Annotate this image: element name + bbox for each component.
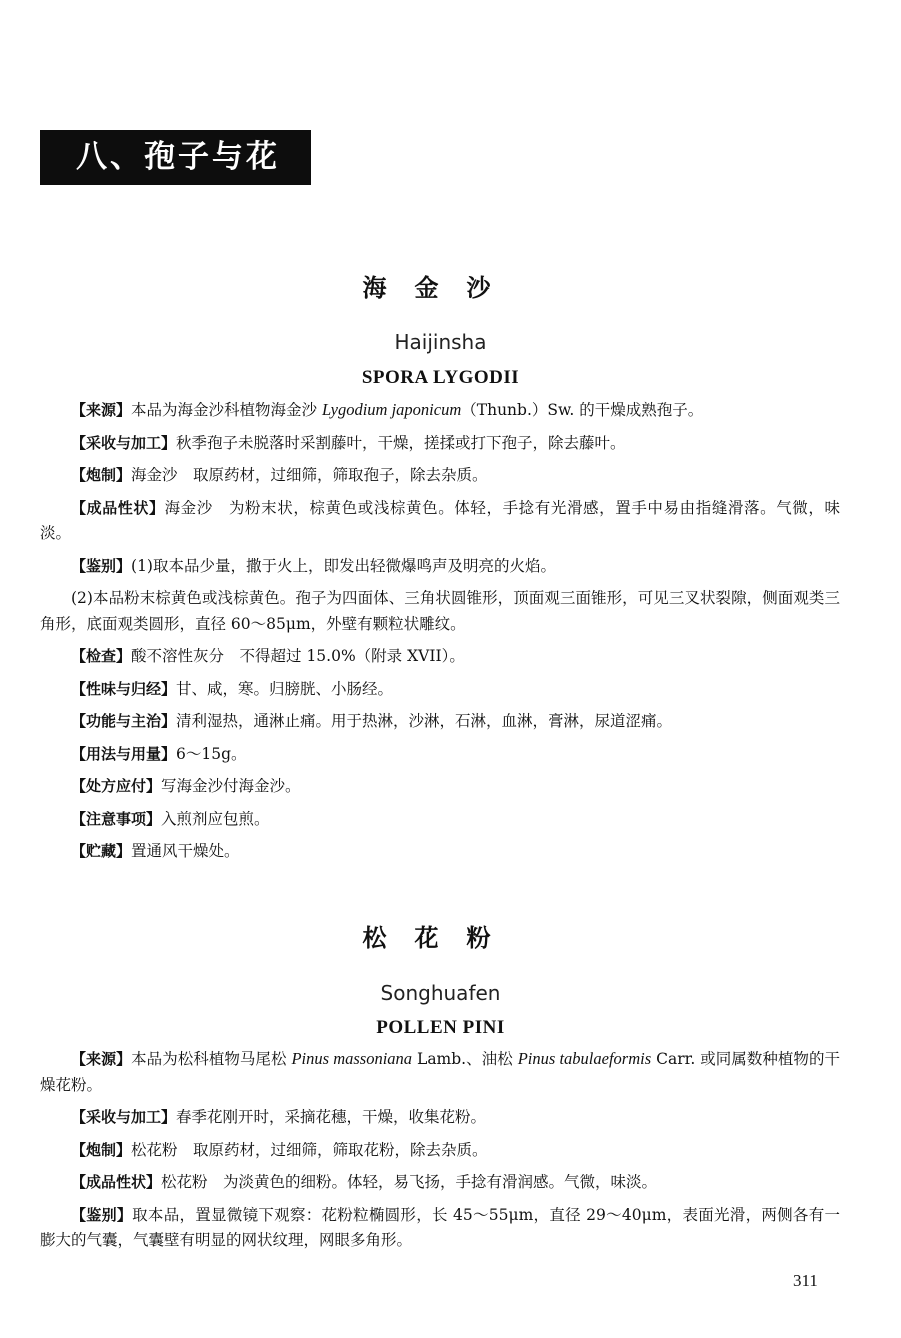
entry-text: 6～15g。 xyxy=(176,744,247,763)
page-number: 311 xyxy=(793,1271,818,1290)
entry-paragraph xyxy=(40,709,840,735)
species-name: Pinus massoniana xyxy=(291,1049,413,1068)
entry-paragraph xyxy=(40,1105,840,1131)
entry-label: 【鉴别】 xyxy=(71,556,132,575)
entry-paragraph xyxy=(40,1170,840,1196)
entry-label: 【成品性状】 xyxy=(71,1173,162,1191)
entry-label: 【成品性状】 xyxy=(71,498,165,517)
entry-text: (2)本品粉末棕黄色或浅棕黄色。孢子为四面体、三角状圆锥形，顶面观三面锥形，可见三叉状裂隙，侧面观类三角形，底面观类圆形，直径 60～85μm，外壁有颗粒状雕纹。 xyxy=(40,589,840,633)
monograph-title: 海金沙 xyxy=(362,274,519,302)
species-name: Lygodium japonicum xyxy=(321,400,462,419)
entry-paragraph xyxy=(40,431,840,457)
entry-label: 【处方应付】 xyxy=(71,777,162,795)
monograph-entries xyxy=(40,397,840,872)
entry-text: （Thunb.）Sw. 的干燥成熟孢子。 xyxy=(461,401,704,419)
entry-text: 酸不溶性灰分 不得超过 15.0%（附录 XVII）。 xyxy=(131,647,465,665)
entry-label: 【来源】 xyxy=(71,1050,132,1068)
entry-label: 【用法与用量】 xyxy=(71,744,177,763)
monograph-latin-name: POLLEN PINI xyxy=(376,1017,505,1038)
entry-label: 【炮制】 xyxy=(71,1140,132,1159)
entry-paragraph xyxy=(40,742,840,768)
entry-paragraph xyxy=(40,554,840,580)
entry-text: 本品为海金沙科植物海金沙 xyxy=(131,401,322,419)
entry-paragraph xyxy=(40,586,840,637)
entry-paragraph xyxy=(40,1046,840,1098)
entry-text: Carr. 或同属数种植物的干燥花粉。 xyxy=(40,1050,840,1094)
entry-text: (1)取本品少量，撒于火上，即发出轻微爆鸣声及明亮的火焰。 xyxy=(131,556,556,575)
entry-label: 【注意事项】 xyxy=(71,809,162,828)
entry-paragraph xyxy=(40,677,840,703)
entry-paragraph xyxy=(40,807,840,833)
entry-text: 甘、咸，寒。归膀胱、小肠经。 xyxy=(176,679,394,698)
monograph-entries xyxy=(40,1046,840,1261)
entry-paragraph xyxy=(40,644,840,670)
entry-text: 秋季孢子未脱落时采割藤叶，干燥，搓揉或打下孢子，除去藤叶。 xyxy=(176,433,626,452)
monograph-latin-name: SPORA LYGODII xyxy=(361,367,520,388)
monograph-pinyin: Songhuafen xyxy=(380,981,501,1005)
entry-label: 【鉴别】 xyxy=(71,1205,133,1224)
entry-label: 【炮制】 xyxy=(71,466,132,484)
entry-text: 松花粉 取原药材，过细筛，筛取花粉，除去杂质。 xyxy=(131,1140,488,1159)
entry-text: 取本品，置显微镜下观察：花粉粒椭圆形，长 45～55μm，直径 29～40μm，表面光滑，两侧各有一膨大的气囊，气囊壁有明显的网状纹理，网眼多角形。 xyxy=(40,1205,840,1249)
entry-text: 本品为松科植物马尾松 xyxy=(131,1050,292,1068)
entry-text: 置通风干燥处。 xyxy=(131,842,240,860)
entry-text: 清利湿热，通淋止痛。用于热淋，沙淋，石淋，血淋，膏淋，尿道涩痛。 xyxy=(176,712,673,730)
entry-text: 海金沙 为粉末状，棕黄色或浅棕黄色。体轻，手捻有光滑感，置手中易由指缝滑落。气微，味淡。 xyxy=(40,498,840,542)
entry-label: 【贮藏】 xyxy=(71,842,132,860)
entry-paragraph xyxy=(40,839,840,865)
entry-text: Lamb.、油松 xyxy=(412,1050,518,1068)
entry-text: 松花粉 为淡黄色的细粉。体轻，易飞扬，手捻有滑润感。气微，味淡。 xyxy=(161,1173,658,1191)
monograph-pinyin: Haijinsha xyxy=(394,330,487,354)
entry-label: 【来源】 xyxy=(71,401,132,419)
entry-label: 【采收与加工】 xyxy=(71,433,177,452)
entry-paragraph xyxy=(40,397,840,424)
monograph-title: 松花粉 xyxy=(362,924,519,952)
entry-paragraph xyxy=(40,496,840,547)
species-name: Pinus tabulaeformis xyxy=(517,1049,652,1068)
entry-paragraph xyxy=(40,463,840,489)
entry-text: 入煎剂应包煎。 xyxy=(161,809,270,828)
entry-paragraph xyxy=(40,1203,840,1254)
entry-text: 春季花刚开时，采摘花穗，干燥，收集花粉。 xyxy=(176,1108,487,1126)
entry-paragraph xyxy=(40,774,840,800)
entry-text: 写海金沙付海金沙。 xyxy=(161,777,301,795)
entry-label: 【功能与主治】 xyxy=(71,712,177,730)
chapter-heading: 八、孢子与花类 xyxy=(40,130,311,185)
entry-label: 【检查】 xyxy=(71,647,132,665)
entry-paragraph xyxy=(40,1138,840,1164)
entry-text: 海金沙 取原药材，过细筛，筛取孢子，除去杂质。 xyxy=(131,466,488,484)
entry-label: 【采收与加工】 xyxy=(71,1108,177,1126)
entry-label: 【性味与归经】 xyxy=(71,679,177,698)
